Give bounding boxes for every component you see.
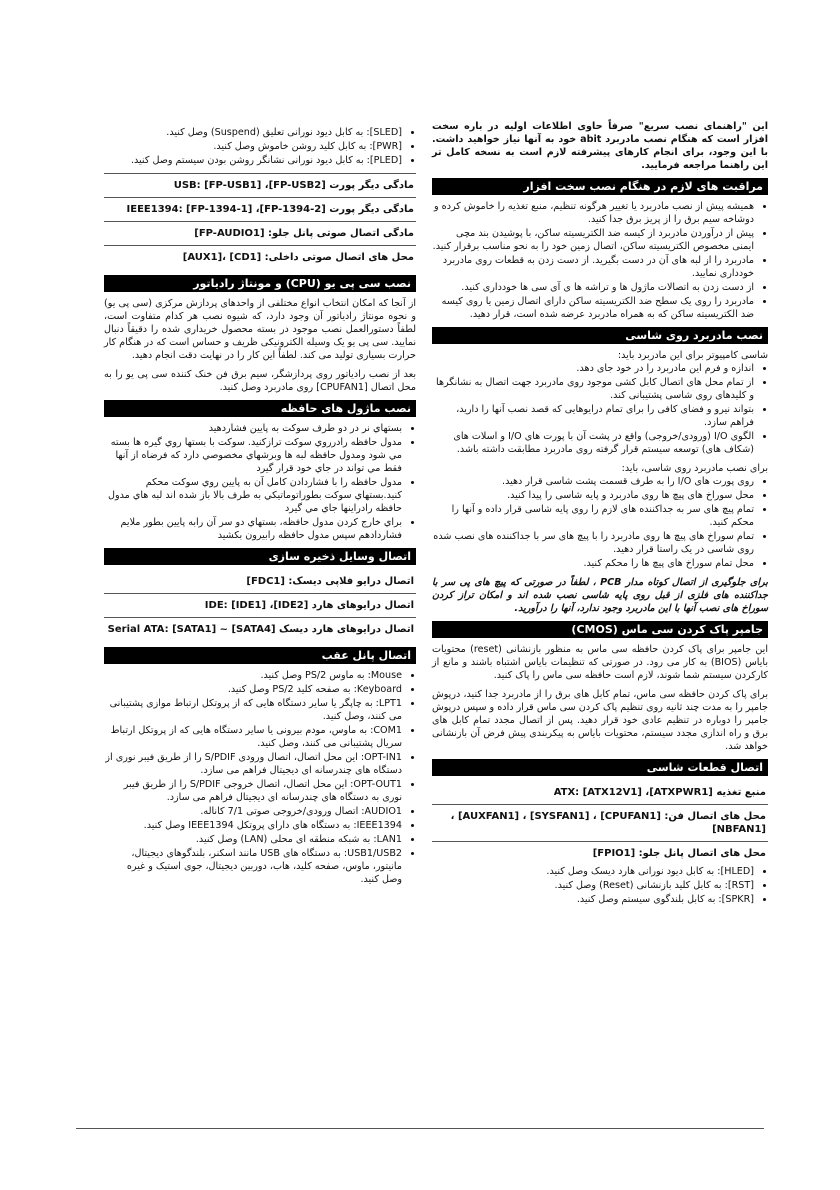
cmos-paragraph-1: این جامپر برای پاک کردن حافظه سی ماس به منظور بازنشانی (reset) محتویات بایاس (BIOS) به کار می رود. در صورتی که تنظیمات بایاس اشتباه باشند و مانع از کارکردن سیستم شما شوند، لازم است حافظه سی ماس را پاک کنید. bbox=[432, 644, 768, 681]
fdd-connector: اتصال درایو فلاپی دیسک: [FDC1] bbox=[104, 570, 416, 594]
list-item: • Keyboard: به صفحه کلید PS/2 وصل کنید. bbox=[104, 683, 402, 696]
list-item: • پیش از درآوردن مادربرد از کیسه ضد الکتریسیته ساکن، با پوشیدن بند مچی ایمنی مخصوص الکتریسیته ساکن، اتصال زمین خود را به نحو مناسب برقرار کنید. bbox=[432, 227, 754, 253]
list-item: • USB1/USB2: به دستگاه های USB مانند اسکنر، بلندگوهای دیجیتال، مانیتور، ماوس، صفحه کلید، هاب، دوربین دیجیتال، جوی استیک و غیره وصل کنید. bbox=[104, 847, 402, 886]
list-item: • OPT-IN1: این محل اتصال، اتصال ورودی S/PDIF را از طریق فیبر نوری از دستگاه های چندرسانه ای دیجیتال فراهم می سازد. bbox=[104, 751, 402, 777]
list-item: • OPT-OUT1: این محل اتصال، اتصال خروجی S/PDIF را از طریق فیبر نوری به دستگاه های چندرسانه ای دیجیتال فراهم می سازد. bbox=[104, 778, 402, 804]
list-item: • AUDIO1: اتصال ورودی/خروجی صوتی 7/1 کاناله. bbox=[104, 805, 402, 818]
list-item: • COM1: به ماوس، مودم بیرونی یا سایر دستگاه هایی که از پروتکل ارتباط سریال پشتیبانی می کنند، وصل کنید. bbox=[104, 724, 402, 750]
right-column bbox=[432, 120, 768, 912]
cpu-paragraph-1: از آنجا که امکان انتخاب انواع مختلفی از واحدهای پردازش مرکزی (سی پی یو) و نحوه مونتاژ رادیاتور آن وجود دارد، که شیوه نصب هر کدام متفاوت است، لطفاً دستورالعمل نصب موجود در بسته محصول خریداری شده را دقیقاً دنبال نمایید. سی پی یو یک وسیله الکترونیکی ظریف و حساس است که در هنگام کار حرارت بسیاری تولید می کند. لطفاً این کار را در نهایت دقت انجام دهید. bbox=[104, 298, 416, 361]
sata-connectors: اتصال درایوهای هارد دیسک Serial ATA: [SATA1] ~ [SATA4] bbox=[107, 624, 414, 635]
led-list bbox=[104, 126, 416, 167]
list-item: • مادربرد را از لبه های آن در دست بگیرید. از دست زدن به قطعات روی مادربرد خودداری نمایید. bbox=[432, 254, 754, 280]
cpu-paragraph-2: بعد از نصب رادیاتور روی پردازشگر، سیم برق فن خنک کننده سی پی یو را به محل اتصال [CPUFAN1] روی مادربرد وصل کنید. bbox=[104, 369, 416, 393]
front-audio-header: مادگی اتصال صوتی پانل جلو: [FP-AUDIO1] bbox=[104, 222, 416, 246]
list-item: • روی پورت های I/O را به طرف قسمت پشت شاسی قرار دهید. bbox=[432, 475, 754, 488]
list-item: • همیشه پیش از نصب مادربرد یا تغییر هرگونه تنظیم، منبع تغذیه را خاموش کرده و دوشاخه سیم برق را از پریز برق جدا کنید. bbox=[432, 200, 754, 226]
cmos-paragraph-2: برای پاک کردن حافظه سی ماس، تمام کابل های برق را از مادربرد جدا کنید، درپوش جامپر را به مدت چند ثانیه روی تنظیم پاک کردن سی ماس قرار داده و سپس درپوش جامپر را دوباره در تنظیم عادی خود قرار دهید. پس از اتصال مجدد تمام کابل های برق و راه اندازی مجدد سیستم، محتویات بایاس به پیکربندی پیش فرض آن بازنشانی خواهد شد. bbox=[432, 689, 768, 752]
care-list bbox=[432, 200, 768, 321]
intro-paragraph: این "راهنمای نصب سریع" صرفاً حاوی اطلاعات اولیه در باره سخت افزار است که هنگام نصب مادربرد abit خود به آنها نیاز خواهید داشت. با این وجود، برای انجام کارهای پیشرفته لازم است به نسخه کامل تر این راهنما مراجعه فرمایید. bbox=[432, 121, 769, 171]
chassis-req-list bbox=[432, 362, 768, 456]
list-item: • محل سوراخ های پیچ ها روی مادربرد و پایه شاسی را پیدا کنید. bbox=[432, 489, 754, 502]
list-item: • IEEE1394: به دستگاه های دارای پروتکل IEEE1394 وصل کنید. bbox=[104, 819, 402, 832]
list-item: • [SLED]: به کابل دیود نورانی تعلیق (Suspend) وصل کنید. bbox=[104, 126, 402, 139]
list-item: • LPT1: به چاپگر یا سایر دستگاه هایی که از پروتکل ارتباط موازی پشتیبانی می کنند، وصل کنید. bbox=[104, 697, 402, 723]
storage-heading: اتصال وسایل ذخیره سازی bbox=[104, 548, 416, 565]
list-item: • [HLED]: به کابل دیود نورانی هارد دیسک وصل کنید. bbox=[432, 865, 754, 878]
footer-divider bbox=[76, 1128, 764, 1129]
list-item: • از دست زدن به اتصالات ماژول ها و تراشه ها ی آی سی ها خودداری کنید. bbox=[432, 281, 754, 294]
list-item: • [RST]: به کابل کلید بازنشانی (Reset) وصل کنید. bbox=[432, 879, 754, 892]
chassis-heading: نصب مادربرد روی شاسی bbox=[432, 327, 768, 344]
list-item: • بتواند نیرو و فضای کافی را برای تمام درایوهایی که قصد نصب آنها را دارید، فراهم سازد. bbox=[432, 403, 754, 429]
list-item: • بستهاي نر در دو طرف سوکت به پايين فشاردهيد bbox=[104, 422, 402, 435]
rear-panel-list bbox=[104, 669, 416, 886]
list-item: • تمام سوراخ های پیچ ها روی مادربرد را با پیچ های سر با جداکننده های نصب شده روی شاسی در یک راستا قرار دهید. bbox=[432, 530, 754, 556]
front-panel-connectors: محل های اتصال پانل جلو: [FPIO1] bbox=[592, 848, 766, 859]
list-item: • اندازه و فرم این مادربرد را در خود جای دهد. bbox=[432, 362, 754, 375]
list-item: • مادربرد را روی یک سطح ضد الکتریسیته ساکن دارای اتصال زمین یا روی کیسه ضد الکتریسیته ساکن که به همراه مادربرد عرضه شده است، قرار دهید. bbox=[432, 295, 754, 321]
list-item: • محل تمام سوراخ های پیچ ها را محکم کنید. bbox=[432, 557, 754, 570]
install-steps bbox=[432, 475, 768, 570]
list-item: • [SPKR]: به کابل بلندگوی سیستم وصل کنید. bbox=[432, 893, 754, 906]
list-item: • براي خارج کردن مدول حافظه، بستهاي دو سر آن رابه پايين بطور ملايم فشاردادهم سپس مدول حافظه رابيرون بکشيد bbox=[104, 516, 402, 542]
cmos-heading: جامپر پاک کردن سی ماس (CMOS) bbox=[432, 621, 768, 638]
ide-connectors: اتصال درایوهای هارد IDE: [IDE1] ،[IDE2] bbox=[104, 594, 416, 618]
list-item: • [PWR]: به کابل کلید روشن خاموش وصل کنید. bbox=[104, 140, 402, 153]
list-item: • مدول حافظه رادرروي سوکت ترازکنيد. سوکت با بستها روي گيره ها بسته مي شود ومدول حافظه لبه ها وبرشهاي مخصوصي دارد که فرضاه از آنها فقط مي تواند در جاي خود قرار گيرد bbox=[104, 436, 402, 475]
list-item: • LAN1: به شبکه منطقه ای محلی (LAN) وصل کنید. bbox=[104, 833, 402, 846]
list-item: • مدول حافظه را با فشاردادن کامل آن به پايين روي سوکت محکم کنيد.بستهاي سوکت بطوراتوماتيکي به طرف بالا باز شده اند لبه هاي مدول حافظه رادراينها جاي مي گيرد bbox=[104, 476, 402, 515]
memory-list bbox=[104, 422, 416, 542]
ieee1394-header: مادگی دیگر پورت IEEE1394: [FP-1394-1] ،[FP-1394-2] bbox=[104, 198, 416, 222]
list-item: • Mouse: به ماوس PS/2 وصل کنید. bbox=[104, 669, 402, 682]
front-panel-list bbox=[432, 865, 768, 906]
list-item: • از تمام محل های اتصال کابل کشی موجود روی مادربرد جهت اتصال به نشانگرها و کلیدهای روی شاسی پشتیبانی کند. bbox=[432, 376, 754, 402]
atx-power-connectors: منبع تغذیه ATX: [ATX12V1] ،[ATXPWR1] bbox=[432, 781, 768, 805]
chassis-connectors-heading: اتصال قطعات شاسی bbox=[432, 759, 768, 776]
install-lead: برای نصب مادربرد روی شاسی، باید: bbox=[621, 463, 768, 474]
left-column bbox=[104, 120, 416, 892]
cpu-heading: نصب سی پی یو (CPU) و مونتاژ رادیاتور bbox=[104, 275, 416, 292]
pcb-warning: برای جلوگیری از اتصال کوتاه مدار PCB ، لطفاً در صورتی که پیچ های پی سر با جداکننده های فلزی از قبل روی پایه شاسی نصب شده اند و امکان تراز کردن سوراخ های نصب آنها با این مادربرد وجود ندارد، آنها را درآورید. bbox=[432, 577, 768, 614]
list-item: • الگوی I/O (ورودی/خروجی) واقع در پشت آن با پورت های I/O و اسلات های (شکاف های) توسعه سیستم قرار گرفته روی مادربرد مطابقت داشته باشد. bbox=[432, 430, 754, 456]
memory-heading: نصب ماژول های حافظه bbox=[104, 400, 416, 417]
fan-connectors: محل های اتصال فن: [CPUFAN1] ، [SYSFAN1] ، [AUXFAN1] ، [NBFAN1] bbox=[432, 805, 768, 842]
chassis-lead: شاسی کامپیوتر برای این مادربرد باید: bbox=[617, 350, 768, 361]
list-item: • تمام پیچ های سر به جداکننده های لازم را روی پایه شاسی قرار داده و آنها را محکم کنید. bbox=[432, 503, 754, 529]
care-heading: مراقبت های لازم در هنگام نصب سخت افزار bbox=[432, 178, 768, 195]
rear-panel-heading: اتصال پانل عقب bbox=[104, 647, 416, 664]
list-item: • [PLED]: به کابل دیود نورانی نشانگر روشن بودن سیستم وصل کنید. bbox=[104, 154, 402, 167]
internal-audio-header: محل های اتصال صوتی داخلی: [CD1] ،[AUX1] bbox=[182, 252, 414, 263]
usb-header: مادگی دیگر پورت USB: [FP-USB1] ،[FP-USB2] bbox=[104, 173, 416, 198]
